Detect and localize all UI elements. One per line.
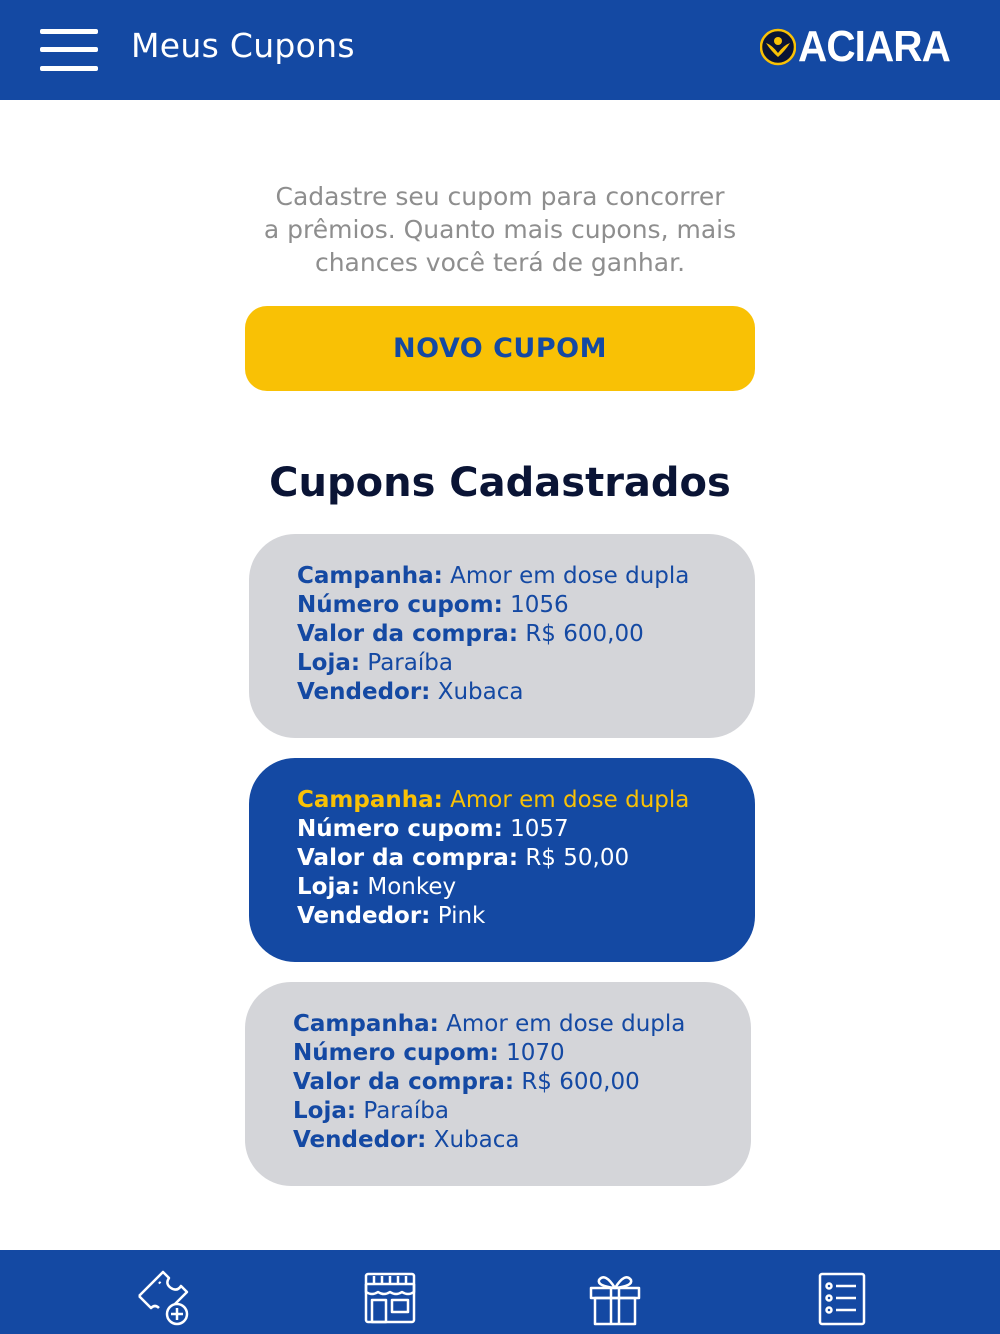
coupon-card-selected[interactable] [249,758,755,962]
coupon-campaign-row [297,786,755,815]
coupon-value-row [293,1068,751,1097]
seller-value: Xubaca [437,679,524,705]
new-coupon-button[interactable]: NOVO CUPOM [245,306,755,391]
coupon-number-row [297,815,755,844]
coupon-store-row [297,649,755,678]
coupon-value-row [297,844,755,873]
value-label: Valor da compra: [293,1069,515,1095]
store-label: Loja: [297,650,361,676]
number-value: 1056 [510,592,569,618]
purchase-value: R$ 50,00 [525,845,630,871]
number-label: Número cupom: [297,816,503,842]
store-value: Paraíba [367,650,453,676]
coupon-card[interactable] [245,982,751,1186]
seller-value: Pink [437,903,486,929]
purchase-value: R$ 600,00 [525,621,644,647]
coupon-seller-row [297,678,755,707]
seller-label: Vendedor: [297,679,431,705]
store-label: Loja: [297,874,361,900]
campaign-value: Amor em dose dupla [450,787,690,813]
campaign-label: Campanha: [297,787,443,813]
seller-label: Vendedor: [293,1127,427,1153]
purchase-value: R$ 600,00 [521,1069,640,1095]
store-value: Monkey [367,874,457,900]
campaign-label: Campanha: [293,1011,439,1037]
number-value: 1070 [506,1040,565,1066]
intro-text [200,180,800,279]
coupon-store-row [293,1097,751,1126]
coupon-number-row [293,1039,751,1068]
coupon-campaign-row [297,562,755,591]
ticket-add-icon[interactable] [133,1268,193,1328]
number-value: 1057 [510,816,569,842]
intro-line: Cadastre seu cupom para concorrer [275,182,725,211]
campaign-value: Amor em dose dupla [446,1011,686,1037]
app-header [0,0,1000,100]
number-label: Número cupom: [293,1040,499,1066]
aciara-logo [760,23,950,71]
page-title: Meus Cupons [131,26,355,65]
section-title: Cupons Cadastrados [269,460,731,506]
coupon-value-row [297,620,755,649]
coupon-number-row [297,591,755,620]
coupon-campaign-row [293,1010,751,1039]
coupon-seller-row [293,1126,751,1155]
store-icon[interactable] [360,1268,420,1328]
value-label: Valor da compra: [297,845,519,871]
intro-line: chances você terá de ganhar. [314,248,686,277]
coupon-seller-row [297,902,755,931]
coupon-store-row [297,873,755,902]
campaign-value: Amor em dose dupla [450,563,690,589]
seller-value: Xubaca [433,1127,520,1153]
store-value: Paraíba [363,1098,449,1124]
seller-label: Vendedor: [297,903,431,929]
campaign-label: Campanha: [297,563,443,589]
logo-text: ACIARA [798,22,950,71]
hamburger-menu-icon[interactable] [40,29,98,71]
number-label: Número cupom: [297,592,503,618]
logo-emblem-icon [760,23,796,71]
coupon-card[interactable] [249,534,755,738]
store-label: Loja: [293,1098,357,1124]
list-icon[interactable] [812,1268,872,1328]
gift-icon[interactable] [585,1268,645,1328]
bottom-nav [0,1250,1000,1334]
intro-line: a prêmios. Quanto mais cupons, mais [263,215,737,244]
value-label: Valor da compra: [297,621,519,647]
